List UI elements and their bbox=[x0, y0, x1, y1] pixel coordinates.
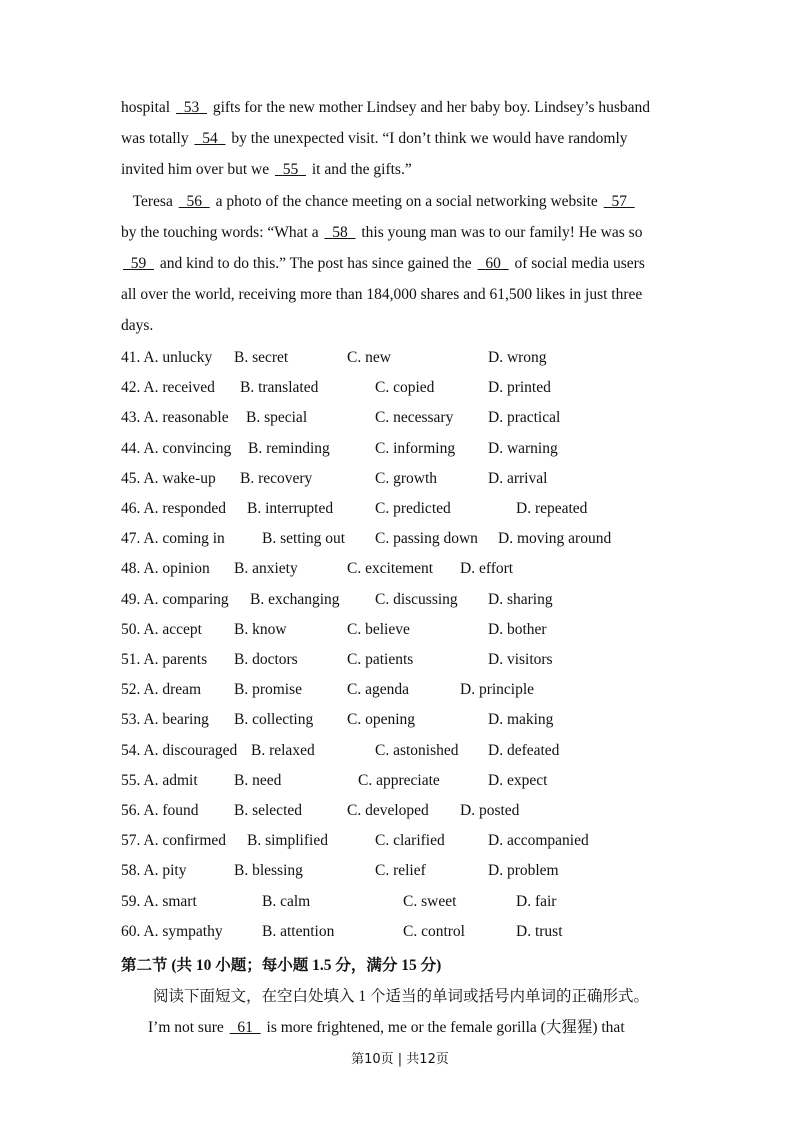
blank-53: 53 bbox=[183, 99, 200, 116]
option-b: B. interrupted bbox=[247, 500, 334, 517]
option-c: C. astonished bbox=[375, 741, 459, 759]
option-b: B. exchanging bbox=[250, 590, 340, 608]
option-b: B. recovery bbox=[240, 469, 313, 487]
passage-text: by the unexpected visit. “I don’t think we would have randomly bbox=[227, 130, 628, 147]
passage-text: hospital bbox=[121, 99, 174, 116]
option-a: 57. A. confirmed bbox=[121, 832, 227, 850]
option-d: D. effort bbox=[460, 560, 514, 578]
option-b: B. need bbox=[234, 771, 282, 789]
passage-line bbox=[121, 217, 681, 248]
passage-line bbox=[121, 310, 681, 341]
option-d: D. defeated bbox=[488, 741, 560, 759]
passage-paragraph-2 bbox=[121, 186, 681, 341]
blank-61: 61 bbox=[237, 1019, 253, 1036]
option-d: D. expect bbox=[488, 771, 548, 789]
option-c: C. passing down bbox=[375, 530, 478, 548]
option-c: C. control bbox=[403, 922, 465, 940]
option-d: D. making bbox=[488, 711, 554, 729]
option-c: C. necessary bbox=[375, 409, 454, 427]
passage-text: of social media users bbox=[510, 255, 645, 272]
passage-text: days. bbox=[121, 317, 154, 334]
blank-54: 54 bbox=[202, 130, 218, 147]
option-a: 59. A. smart bbox=[121, 892, 197, 910]
passage-text: is more frightened, me or the female gorilla (大猩猩) that bbox=[262, 1019, 625, 1036]
blank-60: 60 bbox=[485, 255, 501, 272]
section-instruction: 阅读下面短文，在空白处填入 1 个适当的单词或括号内单词的正确形式。 bbox=[153, 988, 650, 1005]
option-c: C. predicted bbox=[375, 500, 451, 517]
option-a: 46. A. responded bbox=[121, 500, 227, 517]
option-c: C. growth bbox=[375, 469, 437, 487]
option-a: 49. A. comparing bbox=[121, 590, 229, 608]
option-b: B. simplified bbox=[247, 832, 328, 850]
option-d: D. visitors bbox=[488, 651, 553, 668]
passage-line bbox=[121, 186, 681, 217]
passage-text: all over the world, receiving more than 184,000 shares and 61,500 likes in just three bbox=[121, 286, 643, 303]
passage-line bbox=[148, 1015, 625, 1037]
page-footer: 第10页 | 共12页 bbox=[351, 1052, 449, 1067]
option-b: B. calm bbox=[262, 892, 311, 910]
option-b: B. attention bbox=[262, 922, 335, 940]
passage-text: invited him over but we bbox=[121, 161, 273, 178]
option-d: D. repeated bbox=[516, 500, 588, 517]
option-d: D. accompanied bbox=[488, 832, 589, 850]
option-b: B. know bbox=[234, 620, 287, 638]
option-b: B. promise bbox=[234, 681, 303, 699]
option-d: D. warning bbox=[488, 439, 558, 457]
option-c: C. believe bbox=[347, 620, 410, 638]
option-d: D. posted bbox=[460, 802, 520, 819]
option-c: C. agenda bbox=[347, 681, 409, 699]
option-b: B. blessing bbox=[234, 862, 303, 880]
passage-text: by the touching words: “What a bbox=[121, 224, 323, 241]
passage-line bbox=[121, 92, 681, 123]
option-c: C. sweet bbox=[403, 892, 457, 910]
passage-line bbox=[121, 279, 681, 310]
option-a: 47. A. coming in bbox=[121, 530, 225, 548]
passage-text: it and the gifts.” bbox=[307, 161, 412, 178]
passage-line bbox=[121, 154, 681, 185]
option-a: 45. A. wake-up bbox=[121, 469, 216, 487]
option-d: D. wrong bbox=[488, 349, 547, 366]
option-a: 52. A. dream bbox=[121, 681, 202, 699]
option-a: 53. A. bearing bbox=[121, 711, 209, 729]
option-a: 42. A. received bbox=[121, 379, 215, 397]
option-a: 56. A. found bbox=[121, 802, 199, 819]
option-a: 44. A. convincing bbox=[121, 439, 232, 457]
option-d: D. principle bbox=[460, 681, 535, 699]
option-c: C. patients bbox=[347, 651, 414, 668]
option-b: B. anxiety bbox=[234, 560, 298, 578]
option-a: 55. A. admit bbox=[121, 771, 198, 789]
passage-text: Teresa bbox=[121, 193, 177, 210]
passage-line bbox=[121, 248, 681, 279]
passage-text: this young man was to our family! He was so bbox=[357, 224, 643, 241]
option-a: 54. A. discouraged bbox=[121, 741, 238, 759]
section-title: 第二节 (共 10 小题；每小题 1.5 分，满分 15 分) bbox=[121, 957, 442, 974]
option-d: D. moving around bbox=[498, 530, 612, 548]
passage-text: and kind to do this.” The post has since gained the bbox=[156, 255, 476, 272]
option-b: B. setting out bbox=[262, 530, 346, 548]
option-c: C. developed bbox=[347, 802, 429, 819]
option-a: 51. A. parents bbox=[121, 651, 208, 668]
option-d: D. printed bbox=[488, 379, 551, 397]
option-c: C. excitement bbox=[347, 560, 434, 578]
option-a: 48. A. opinion bbox=[121, 560, 210, 578]
option-c: C. relief bbox=[375, 862, 426, 880]
blank-59: 59 bbox=[130, 255, 147, 272]
option-c: C. opening bbox=[347, 711, 416, 729]
blank-55: 55 bbox=[282, 161, 299, 178]
blank-56: 56 bbox=[186, 193, 202, 210]
option-c: C. new bbox=[347, 349, 391, 366]
option-a: 41. A. unlucky bbox=[121, 349, 213, 366]
blank-57: 57 bbox=[611, 193, 627, 210]
passage-text: I’m not sure bbox=[148, 1019, 228, 1036]
blank-58: 58 bbox=[332, 224, 348, 241]
option-b: B. doctors bbox=[234, 651, 298, 668]
passage-text: gifts for the new mother Lindsey and her baby boy. Lindsey’s husband bbox=[208, 99, 651, 116]
option-a: 43. A. reasonable bbox=[121, 409, 229, 427]
option-b: B. reminding bbox=[248, 439, 330, 457]
option-d: D. bother bbox=[488, 620, 547, 638]
option-c: C. appreciate bbox=[358, 771, 440, 789]
option-b: B. translated bbox=[240, 379, 319, 397]
option-d: D. arrival bbox=[488, 469, 548, 487]
option-d: D. sharing bbox=[488, 590, 553, 608]
option-c: C. informing bbox=[375, 439, 456, 457]
option-b: B. secret bbox=[234, 349, 289, 366]
option-d: D. fair bbox=[516, 892, 557, 910]
option-c: C. clarified bbox=[375, 832, 445, 850]
option-b: B. special bbox=[246, 409, 308, 427]
option-d: D. practical bbox=[488, 409, 561, 427]
option-d: D. problem bbox=[488, 862, 559, 880]
option-a: 60. A. sympathy bbox=[121, 922, 223, 940]
option-a: 50. A. accept bbox=[121, 620, 202, 638]
passage-text: was totally bbox=[121, 130, 193, 147]
option-b: B. collecting bbox=[234, 711, 314, 729]
option-b: B. selected bbox=[234, 802, 303, 819]
option-c: C. discussing bbox=[375, 590, 458, 608]
option-a: 58. A. pity bbox=[121, 862, 187, 880]
passage-text: a photo of the chance meeting on a social networking website bbox=[211, 193, 602, 210]
passage-paragraph-1 bbox=[121, 92, 681, 185]
passage-line bbox=[121, 123, 681, 154]
option-b: B. relaxed bbox=[251, 741, 315, 759]
option-d: D. trust bbox=[516, 922, 563, 940]
option-c: C. copied bbox=[375, 379, 435, 397]
